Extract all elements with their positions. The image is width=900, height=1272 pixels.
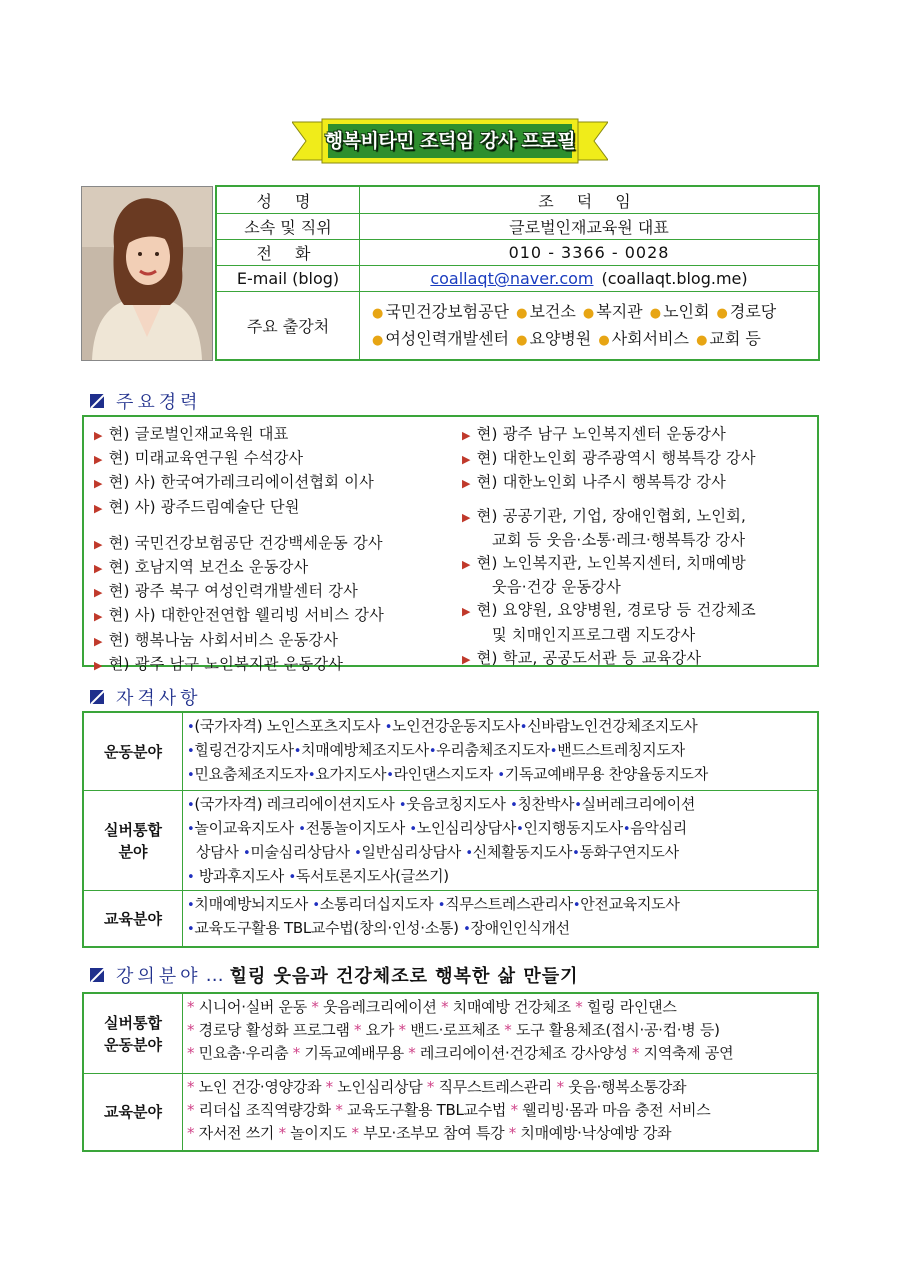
qual-text: •(국가자격) 노인스포츠지도사 •노인건강운동지도사•신바람노인건강체조지도사 •힐링건강지도사•치매예방체조지도사•우리춤체조지도자•밴드스트레칭지도자 •민요춤체조지도자•요가지도사•라인댄스지도자 •기독교예배무용 찬양율동지도자 [187,717,708,783]
career-item: ▶ 현) 노인복지관, 노인복지센터, 치매예방 [462,554,746,573]
arrow-icon: ▶ [94,477,103,491]
info-row-name [217,187,818,214]
qual-row [84,713,817,791]
career-item: ▶ 현) 미래교육연구원 수석강사 [94,449,304,468]
arrow-icon: ▶ [462,429,471,442]
career-right-column [462,423,756,671]
profile-photo [81,186,213,361]
venue-item: 사회서비스 [611,328,689,348]
career-title: 주요경력 [116,392,202,413]
info-value-venues [360,292,818,359]
lecture-label: 교육분야 [84,1074,183,1150]
arrow-icon: ▶ [462,652,471,666]
qual-text: •(국가자격) 레크리에이션지도사 •웃음코칭지도사 •칭찬박사•실버레크리에이션 •놀이교육지도사 •전통놀이지도사 •노인심리상담사•인지행동지도사•음악심리 상담사 •미술심리상담사 •일반심리상담사 •신체활동지도사•동화구연지도사 • 방과후지도사 •독서토론지도사(글쓰기) [187,795,696,885]
info-value-affiliation: 글로벌인재교육원 대표 [509,218,669,237]
info-label: 주요 출강처 [217,292,360,359]
career-item: ▶ 현) 국민건강보험공단 건강백세운동 강사 [94,533,383,552]
venue-item: 경로당 [729,301,777,321]
arrow-icon: ▶ [462,605,471,619]
lectures-subtitle: 힐링 웃음과 건강체조로 행복한 삶 만들기 [229,966,579,987]
arrow-icon: ▶ [462,558,471,572]
title-banner [292,118,608,164]
info-label: E-mail (blog) [217,266,360,291]
blog-text: (coallaqt.blog.me) [601,269,748,288]
career-item: ▶ 현) 요양원, 요양병원, 경로당 등 건강체조 [462,601,756,620]
career-item: ▶ 현) 사) 광주드림예술단 단원 [94,497,300,516]
career-box [82,415,819,673]
arrow-icon: ▶ [94,429,103,442]
career-item: ▶ 현) 대한노인회 나주시 행복특강 강사 [462,473,726,492]
lectures-ellipsis: … [205,964,224,986]
career-item-cont: 교회 등 웃음·소통·레크·행복특강 강사 [492,530,746,549]
info-value-phone: 010 - 3366 - 0028 [508,243,670,262]
career-item: ▶ 현) 학교, 공공도서관 등 교육강사 [462,648,702,667]
profile-info-table [215,185,820,361]
venue-item: 복지관 [596,301,643,321]
arrow-icon: ▶ [94,610,103,624]
qual-row [84,791,817,891]
info-label: 성 명 [217,187,360,213]
lecture-row [84,1074,817,1150]
banner-title: 행복비타민 조덕임 강사 프로필 [324,130,576,152]
qual-row [84,891,817,946]
qualifications-title: 자격사항 [116,688,202,709]
section-square-icon [90,690,104,704]
venue-item: 여성인력개발센터 [385,328,509,348]
career-heading [90,388,202,414]
arrow-icon: ▶ [94,586,103,600]
venue-item: 보건소 [529,301,576,321]
arrow-icon: ▶ [462,453,471,467]
career-item: ▶ 현) 사) 한국여가레크리에이션협회 이사 [94,473,374,492]
info-label: 소속 및 직위 [217,214,360,239]
venue-item: 요양병원 [529,328,592,348]
qual-label: 교육분야 [84,891,183,946]
venue-item: 국민건강보험공단 [385,301,509,321]
arrow-icon: ▶ [462,477,471,491]
qual-label: 운동분야 [84,713,183,790]
info-value-name: 조 덕 임 [538,191,640,211]
venue-item: 교회 등 [709,328,761,348]
career-item-cont: 및 치매인지프로그램 지도강사 [492,625,696,644]
arrow-icon: ▶ [94,501,103,515]
arrow-icon: ▶ [94,634,103,648]
lecture-text: * 시니어·실버 운동 * 웃음레크리에이션 * 치매예방 건강체조 * 힐링 라인댄스 * 경로당 활성화 프로그램 * 요가 * 밴드·로프체조 * 도구 활용체조(접시·공·컵·병 등) * 민요춤·우리춤 * 기독교예배무용 * 레크리에이션·건강체조 강사양성 * 지역축제 공연 [187,998,734,1062]
qualifications-heading [90,684,202,710]
lecture-row [84,994,817,1074]
qualifications-table [82,711,819,948]
career-item: ▶ 현) 사) 대한안전연합 웰리빙 서비스 강사 [94,606,384,625]
email-link[interactable]: coallaqt@naver.com [430,269,594,288]
info-label: 전 화 [217,240,360,265]
career-item: ▶ 현) 공공기관, 기업, 장애인협회, 노인회, [462,506,747,525]
venue-item: 노인회 [663,301,710,321]
career-left-column [94,423,384,677]
info-row-email [217,266,818,292]
arrow-icon: ▶ [94,562,103,576]
info-row-affiliation [217,214,818,240]
career-item: ▶ 현) 광주 북구 여성인력개발센터 강사 [94,582,358,601]
qual-text: •치매예방뇌지도사 •소통리더십지도자 •직무스트레스관리사•안전교육지도사 •교육도구활용 TBL교수법(창의·인성·소통) •장애인인식개선 [187,895,680,937]
career-item: ▶ 현) 행복나눔 사회서비스 운동강사 [94,630,339,649]
info-value-email [360,266,818,291]
lectures-table [82,992,819,1152]
lecture-label: 실버통합 운동분야 [84,994,183,1073]
lecture-text: * 노인 건강·영양강좌 * 노인심리상담 * 직무스트레스관리 * 웃음·행복소통강좌 * 리더십 조직역량강화 * 교육도구활용 TBL교수법 * 웰리빙·몸과 마음 충전 서비스 * 자서전 쓰기 * 놀이지도 * 부모·조부모 참여 특강 * 치매예방·낙상예방 강좌 [187,1078,711,1142]
career-item: ▶ 현) 광주 남구 노인복지센터 운동강사 [462,425,726,443]
section-square-icon [90,968,104,982]
section-square-icon [90,394,104,408]
arrow-icon: ▶ [94,537,103,551]
career-item: ▶ 현) 글로벌인재교육원 대표 [94,425,289,443]
arrow-icon: ▶ [94,658,103,672]
info-row-phone [217,240,818,266]
career-item: ▶ 현) 대한노인회 광주광역시 행복특강 강사 [462,449,756,468]
lectures-heading [90,962,579,988]
info-row-venues [217,292,818,359]
career-item-cont: 웃음·건강 운동강사 [492,578,622,597]
career-item: ▶ 현) 광주 남구 노인복지관 운동강사 [94,654,344,673]
career-item: ▶ 현) 호남지역 보건소 운동강사 [94,558,309,577]
arrow-icon: ▶ [94,453,103,467]
venues-line-2: ● 여성인력개발센터 ● 요양병원 ● 사회서비스 ● 교회 등 [372,328,761,348]
venues-line-1: ● 국민건강보험공단 ● 보건소 ● 복지관 ● 노인회 ● 경로당 [372,301,777,321]
qual-label: 실버통합 분야 [84,791,183,890]
arrow-icon: ▶ [462,510,471,524]
lectures-title: 강의분야 [116,966,202,987]
